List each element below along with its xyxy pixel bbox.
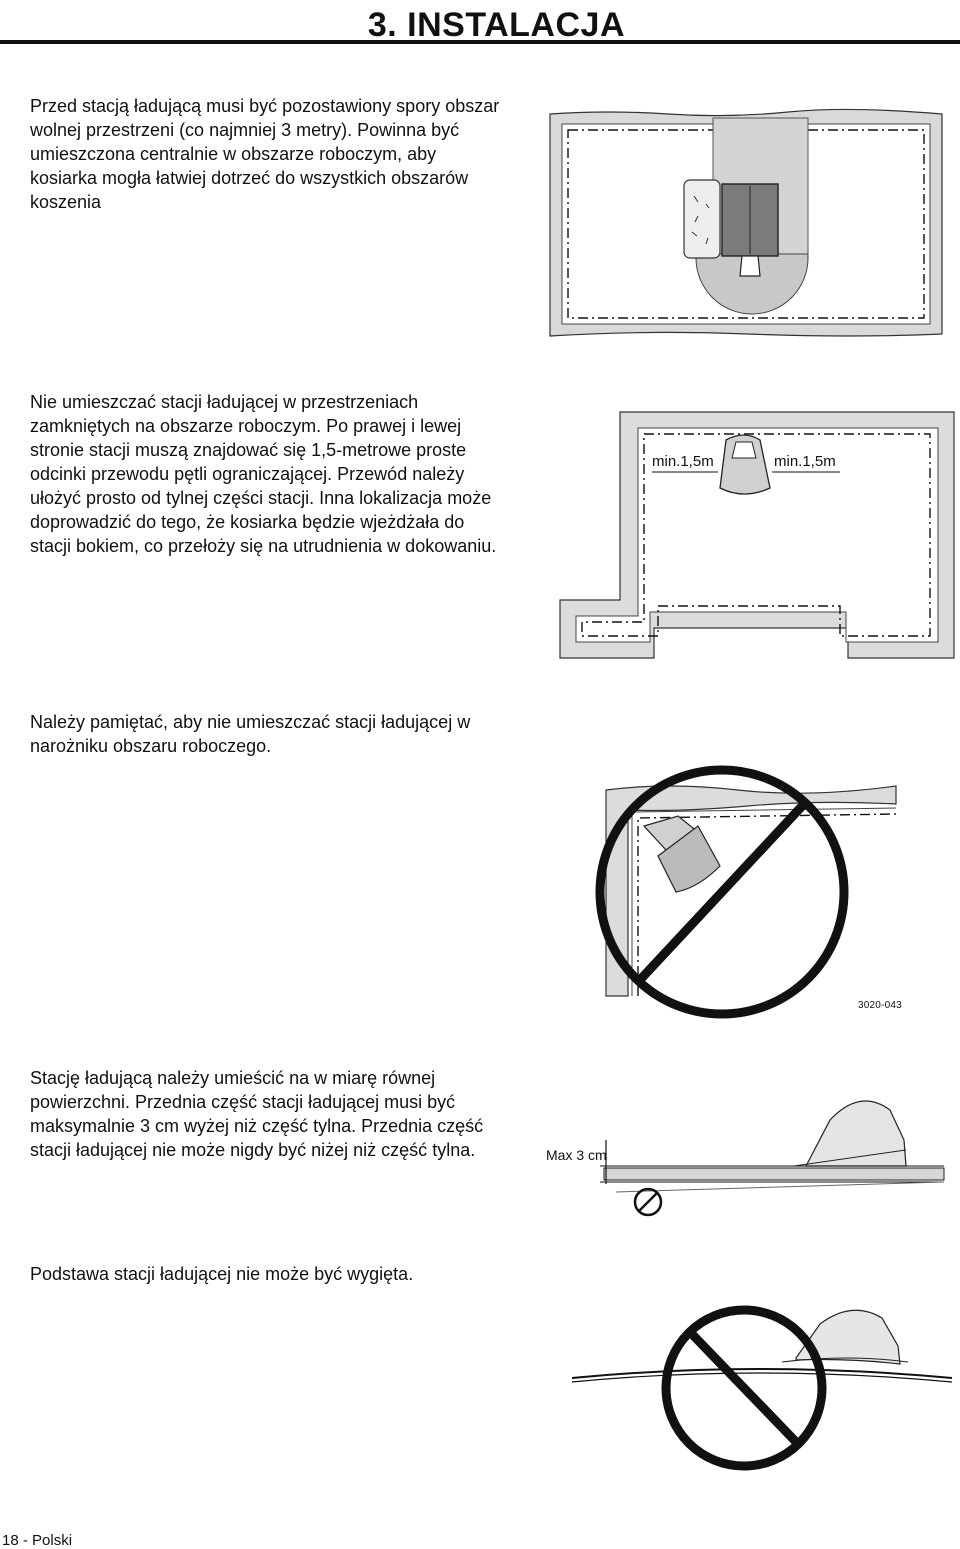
paragraph-enclosed-spaces: Nie umieszczać stacji ładującej w przestrzeniach zamkniętych na obszarze roboczym. Po prawej i lewej stronie stacji muszą znajdować się 1,5-metrowe proste odcinki przewodu pętli ograniczającej. Przewód należy ułożyć prosto od tylnej części stacji. Inna lokalizacja może doprowadzić do tego, że kosiarka będzie wjeżdżała do stacji bokiem, co przełoży się na utrudnienia w dokowaniu. bbox=[30, 392, 497, 556]
corner-figure bbox=[578, 760, 898, 1000]
paragraph-central-placement: Przed stacją ładującą musi być pozostawiony spory obszar wolnej przestrzeni (co najmniej 3 metry). Powinna być umieszczona centralnie w obszarze roboczym, aby kosiarka mogła łatwiej dotrzeć do wszystkich obszarów koszenia bbox=[30, 96, 500, 212]
figure-code: 3020-043 bbox=[858, 1000, 902, 1011]
paragraph-corner-warning: Należy pamiętać, aby nie umieszczać stacji ładującej w narożniku obszaru roboczego. bbox=[30, 712, 471, 756]
central-placement-figure bbox=[548, 108, 944, 340]
hedge-shape bbox=[684, 180, 720, 258]
slope-figure bbox=[544, 1080, 948, 1220]
corridor-left-label: min.1,5m bbox=[652, 453, 714, 470]
paragraph-surface: Stację ładującą należy umieścić na w miarę równej powierzchni. Przednia część stacji ładującej musi być maksymalnie 3 cm wyżej niż część tylna. Przednia część stacji ładującej nie może nigdy być niżej niż część tylna. bbox=[30, 1068, 484, 1160]
mower-shape bbox=[740, 256, 760, 276]
bent-base-figure bbox=[568, 1300, 954, 1480]
corridor-figure bbox=[558, 400, 958, 662]
page-footer: 18 - Polski bbox=[2, 1532, 73, 1549]
max-height-label: Max 3 cm bbox=[546, 1147, 607, 1163]
corridor-right-label: min.1,5m bbox=[774, 453, 836, 470]
paragraph-base-bent: Podstawa stacji ładującej nie może być wygięta. bbox=[30, 1264, 414, 1284]
section-title: 3. INSTALACJA bbox=[367, 6, 625, 44]
